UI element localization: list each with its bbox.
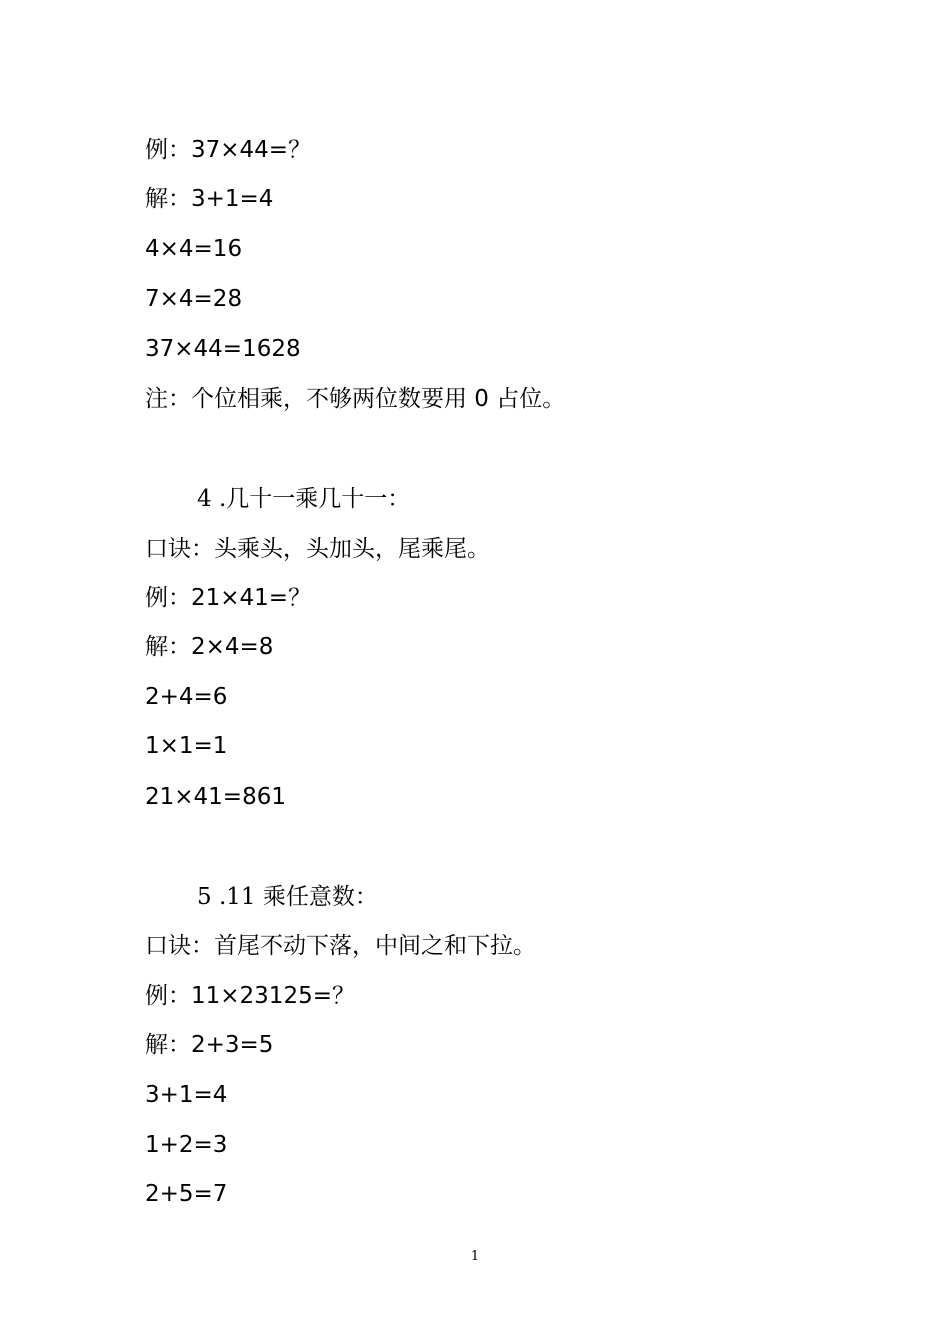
- result-line: 37×44=1628: [145, 336, 301, 362]
- calc-line: 7×4=28: [145, 286, 243, 312]
- example-line: 例：11×23125=？: [145, 983, 355, 1009]
- calc-line: 1+2=3: [145, 1132, 228, 1158]
- calc-line: 4×4=16: [145, 236, 243, 262]
- example-line: 例：37×44=？: [145, 137, 312, 163]
- solution-line: 解：2×4=8: [145, 634, 274, 660]
- result-line: 21×41=861: [145, 784, 286, 810]
- mnemonic-line: 口诀：首尾不动下落，中间之和下拉。: [145, 933, 536, 959]
- calc-line: 2+4=6: [145, 684, 228, 710]
- section-5-heading: 5 .11 乘任意数：: [197, 884, 378, 910]
- note-line: 注：个位相乘，不够两位数要用 0 占位。: [145, 386, 566, 412]
- example-line: 例：21×41=？: [145, 585, 312, 611]
- section-4-heading: 4 .几十一乘几十一：: [197, 486, 411, 512]
- calc-line: 2+5=7: [145, 1181, 228, 1207]
- page-number: 1: [470, 1249, 480, 1264]
- mnemonic-line: 口诀：头乘头，头加头，尾乘尾。: [145, 536, 490, 562]
- solution-line: 解：2+3=5: [145, 1032, 274, 1058]
- calc-line: 1×1=1: [145, 733, 228, 759]
- solution-line: 解：3+1=4: [145, 186, 274, 212]
- calc-line: 3+1=4: [145, 1082, 228, 1108]
